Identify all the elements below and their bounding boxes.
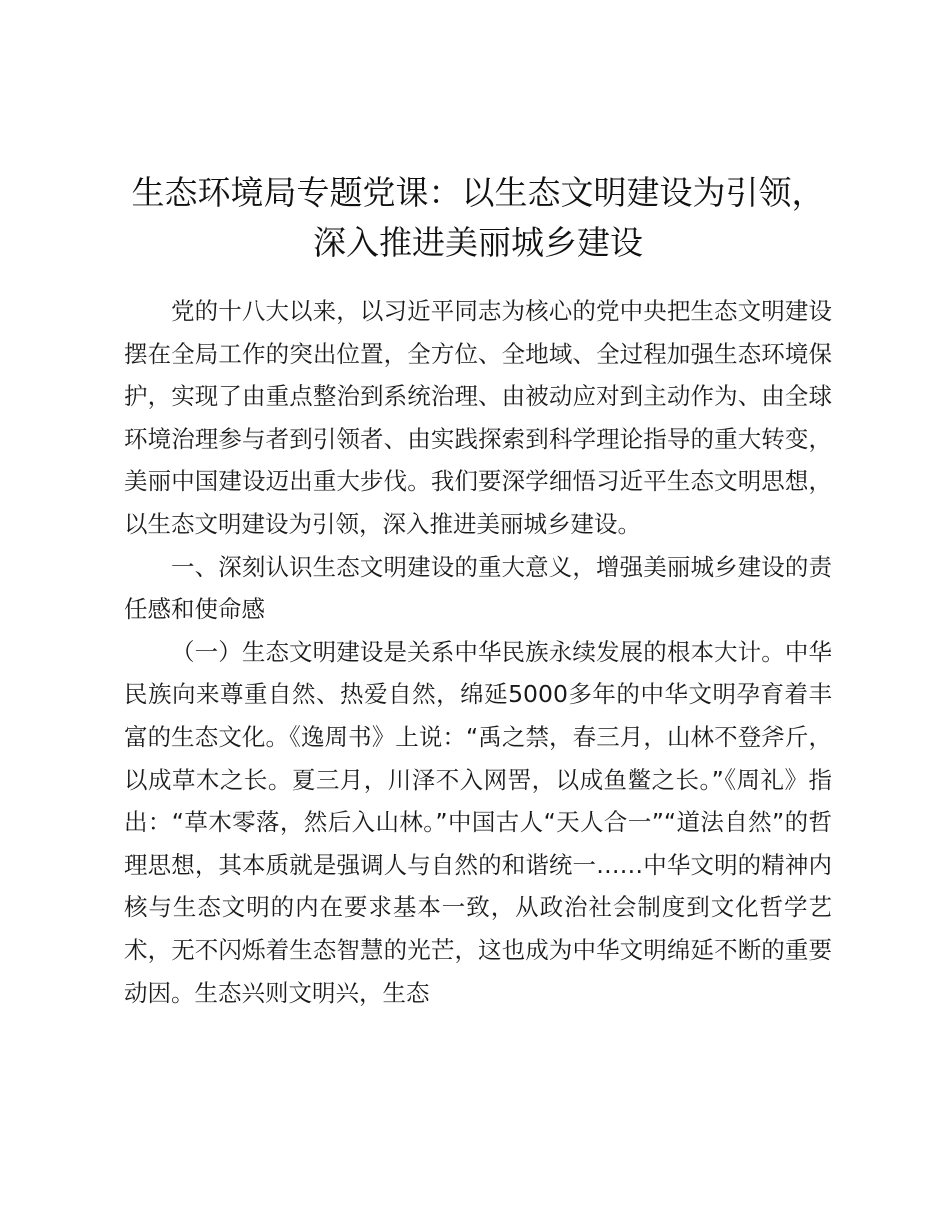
intro-paragraph: 党的十八大以来，以习近平同志为核心的党中央把生态文明建设摆在全局工作的突出位置，全方位、全地域、全过程加强生态环境保护，实现了由重点整治到系统治理、由被动应对到主动作为、由全球环境治理参与者到引领者、由实践探索到科学理论指导的重大转变，美丽中国建设迈出重大步伐。我们要深学细悟习近平生态文明思想，以生态文明建设为引领，深入推进美丽城乡建设。 xyxy=(124,297,832,538)
subsection-paragraph: （一）生态文明建设是关系中华民族永续发展的根本大计。中华民族向来尊重自然、热爱自然，绵延5000多年的中华文明孕育着丰富的生态文化。《逸周书》上说：“禹之禁，春三月，山林不登斧斤，以成草木之长。夏三月，川泽不入网罟，以成鱼鳖之长。”《周礼》指出：“草木零落，然后入山林。”中国古人“天人合一”“道法自然”的哲理思想，其本质就是强调人与自然的和谐统一……中华文明的精神内核与生态文明的内在要求基本一致，从政治社会制度到文化哲学艺术，无不闪烁着生态智慧的光芒，这也成为中华文明绵延不断的重要动因。生态兴则文明兴，生态 xyxy=(124,637,832,1007)
document-title: 生态环境局专题党课：以生态文明建设为引领，深入推进美丽城乡建设 xyxy=(131,173,825,262)
document-body xyxy=(124,290,832,1014)
document-page xyxy=(124,168,832,1014)
section-heading: 一、深刻认识生态文明建设的重大意义，增强美丽城乡建设的责任感和使命感 xyxy=(124,552,832,624)
